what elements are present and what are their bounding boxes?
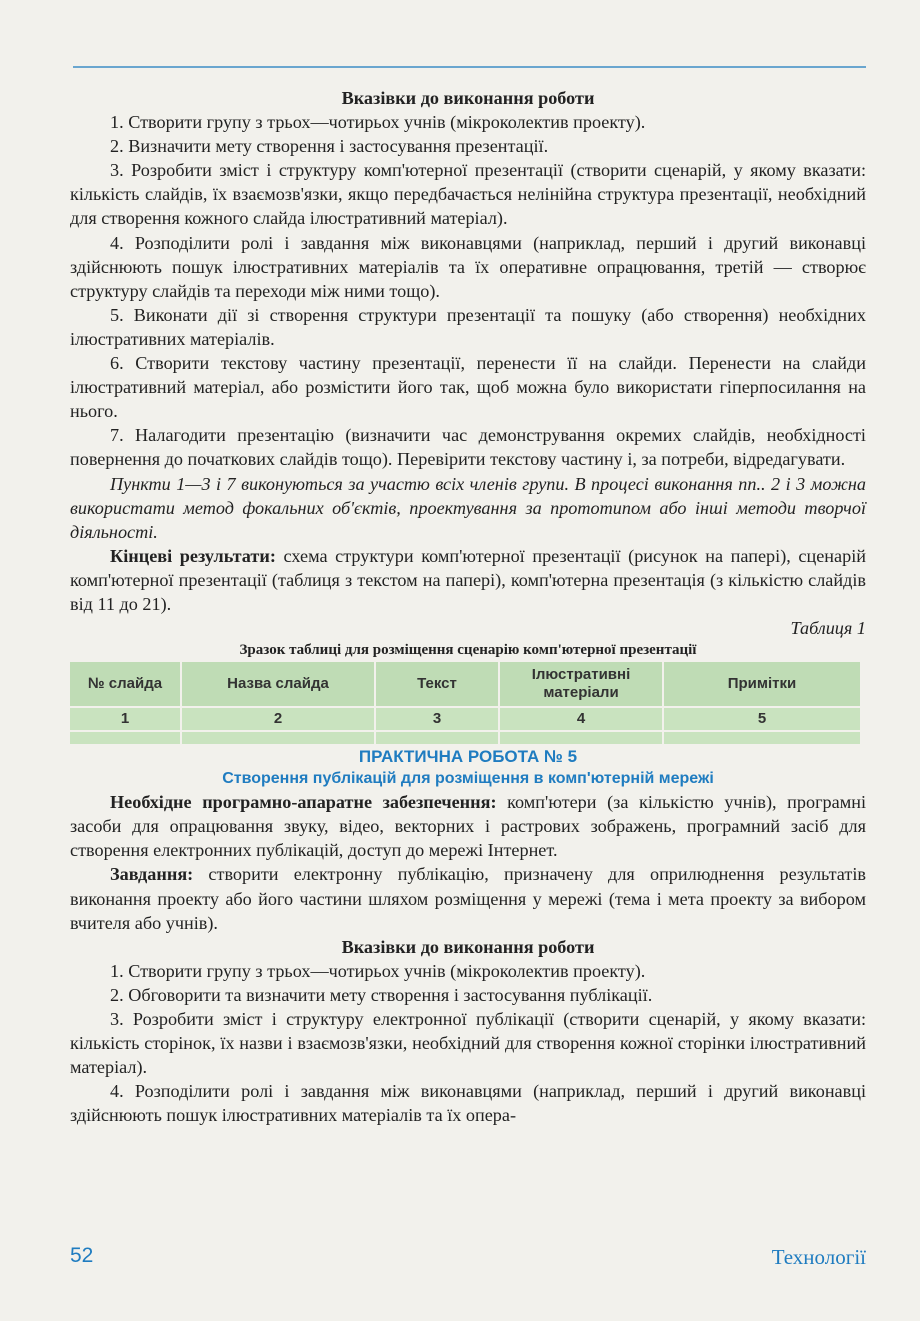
instruction-item: 5. Виконати дії зі створення структури презентації та пошуку (або створення) необхідних ілюстративних матеріалів. xyxy=(70,304,866,349)
requirements-text: комп'ютери (за кількістю учнів), програмні засоби для опрацювання звуку, відео, векторних і растрових зображень, програмний засіб для створення електронних публікацій, доступ до мережі Інтернет. xyxy=(70,792,866,861)
table-number-cell: 5 xyxy=(664,708,860,730)
table-empty-cell xyxy=(376,732,498,744)
table-empty-cell xyxy=(70,732,180,744)
final-results xyxy=(70,544,866,616)
page-content xyxy=(70,86,866,1127)
task-label: Завдання: xyxy=(110,864,194,885)
table-header-cell: Текст xyxy=(376,662,498,706)
table-empty-cell xyxy=(182,732,374,744)
instruction-item: 3. Розробити зміст і структуру комп'ютерної презентації (створити сценарій, у якому вказати: кількість слайдів, їх взаємозв'язки, якщо передбачається нелінійна структура презентації, необхідний для створення кожного слайда ілюстративний матеріал). xyxy=(70,160,866,229)
page-number: 52 xyxy=(70,1244,94,1267)
scenario-table xyxy=(68,660,862,746)
table-number-cell: 4 xyxy=(500,708,662,730)
practical-work-subtitle: Створення публікацій для розміщення в комп'ютерній мережі xyxy=(222,770,714,788)
table-number-cell: 1 xyxy=(70,708,180,730)
table-label: Таблиця 1 xyxy=(790,618,866,639)
table-header-cell: Ілюстративні матеріали xyxy=(500,662,662,706)
instruction-item: 2. Визначити мету створення і застосування презентації. xyxy=(110,136,549,157)
table-header-cell: Примітки xyxy=(664,662,860,706)
requirements-label: Необхідне програмно-апаратне забезпечення: xyxy=(110,792,497,813)
instruction-item: 6. Створити текстову частину презентації, перенести її на слайди. Перенести на слайди ілюстративний матеріал, або розмістити його так, щоб можна було використати гіперпосилання на нього. xyxy=(70,353,866,422)
table-header-cell: Назва слайда xyxy=(182,662,374,706)
table-number-cell: 3 xyxy=(376,708,498,730)
instruction-item: 2. Обговорити та визначити мету створення і застосування публікації. xyxy=(110,984,653,1005)
instruction-item: 4. Розподілити ролі і завдання між виконавцями (наприклад, перший і другий виконавці здійснюють пошук ілюстративних матеріалів та їх опера- xyxy=(70,1081,866,1126)
practical-work-title: ПРАКТИЧНА РОБОТА № 5 xyxy=(358,747,578,767)
table-number-cell: 2 xyxy=(182,708,374,730)
task xyxy=(70,862,866,934)
table-empty-cell xyxy=(500,732,662,744)
instruction-item: 1. Створити групу з трьох—чотирьох учнів (мікроколектив проекту). xyxy=(110,960,646,981)
instruction-item: 3. Розробити зміст і структуру електронної публікації (створити сценарій, у якому вказати: кількість сторінок, їх назви і взаємозв'язки, необхідний для створення кожної сторінки ілюстративний матеріал). xyxy=(70,1009,866,1078)
instructions-heading: Вказівки до виконання роботи xyxy=(341,88,595,108)
requirements xyxy=(70,790,866,862)
table-empty-cell xyxy=(664,732,860,744)
instructions-heading-2: Вказівки до виконання роботи xyxy=(341,936,595,957)
top-divider xyxy=(73,66,866,68)
instruction-item: 1. Створити групу з трьох—чотирьох учнів (мікроколектив проекту). xyxy=(110,112,646,133)
task-text: створити електронну публікацію, призначену для оприлюднення результатів виконання проекту або його частини шляхом розміщення у мережі (тема і мета проекту за вибором вчителя або учнів). xyxy=(70,864,866,933)
final-results-label: Кінцеві результати: xyxy=(110,545,276,566)
table-caption: Зразок таблиці для розміщення сценарію комп'ютерної презентації xyxy=(239,642,697,659)
table-header-cell: № слайда xyxy=(70,662,180,706)
book-title: Технології xyxy=(771,1245,866,1269)
instruction-item: 4. Розподілити ролі і завдання між виконавцями (наприклад, перший і другий виконавці здійснюють пошук ілюстративних матеріалів та їх оперативне опрацювання, третій — створює структуру слайдів та переходи між ними тощо). xyxy=(70,232,866,301)
italic-note: Пункти 1—3 і 7 виконуються за участю всіх членів групи. В процесі виконання пп.. 2 і 3 можна використати метод фокальних об'єктів, проектування за прототипом або інші методи творчої діяльності. xyxy=(70,473,866,542)
final-results-text: схема структури комп'ютерної презентації (рисунок на папері), сценарій комп'ютерної презентації (таблиця з текстом на папері), комп'ютерна презентація (з кількістю слайдів від 11 до 21). xyxy=(70,545,866,614)
instruction-item: 7. Налагодити презентацію (визначити час демонстрування окремих слайдів, необхідності повернення до початкових слайдів тощо). Перевірити текстову частину і, за потреби, відредагувати. xyxy=(70,425,866,470)
